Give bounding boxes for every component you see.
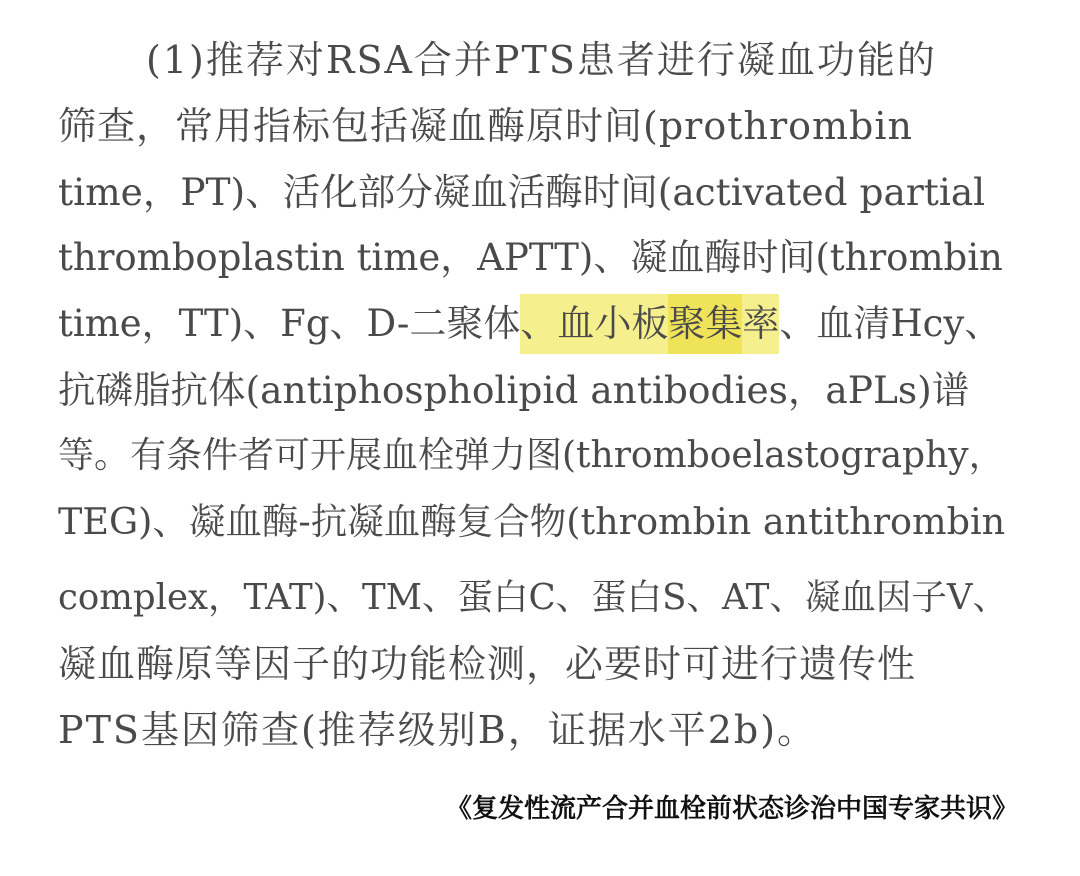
paragraph-line-3 [58, 162, 1010, 222]
line-text: (1)推荐对RSA合并PTS患者进行凝血功能的 [146, 38, 937, 82]
highlighted-text: 率 [742, 294, 779, 354]
line-text: 筛查，常用指标包括凝血酶原时间(prothrombin [58, 104, 913, 148]
paragraph-line-8 [58, 492, 1010, 552]
line-text: PTS基因筛查(推荐级别B，证据水平2b)。 [58, 708, 818, 752]
line-text: 、血清Hcy、 [779, 302, 1002, 345]
line-text: TEG)、凝血酶-抗凝血酶复合物(thrombin antithrombin [58, 500, 1006, 543]
paragraph-line-5 [58, 294, 1010, 354]
line-text: 抗磷脂抗体(antiphospholipid antibodies，aPLs)谱 [58, 368, 970, 412]
paragraph-line-2 [58, 96, 1010, 156]
line-text: time，TT)、Fg、D-二聚体 [58, 302, 521, 345]
paragraph-line-11 [58, 700, 1010, 760]
source-citation: 《复发性流产合并血栓前状态诊治中国专家共识》 [445, 794, 1018, 824]
line-text: 等。有条件者可开展血栓弹力图(thromboelastography， [58, 435, 1005, 476]
line-text: 凝血酶原等因子的功能检测，必要时可进行遗传性 [58, 642, 917, 686]
line-text: complex，TAT)、TM、蛋白C、蛋白S、AT、凝血因子V、 [58, 577, 1009, 618]
paragraph-line-10 [58, 634, 1010, 694]
paragraph-line-9 [58, 568, 1010, 628]
paragraph-line-6 [58, 360, 1010, 420]
highlighted-text: 、血小板 [520, 294, 668, 354]
paragraph-line-4 [58, 228, 1010, 288]
highlighted-text-strong: 聚集 [668, 294, 742, 354]
line-text: thromboplastin time，APTT)、凝血酶时间(thrombin [58, 236, 1003, 279]
paragraph-line-1 [58, 30, 1010, 90]
paragraph-line-7 [58, 426, 1010, 486]
line-text: time，PT)、活化部分凝血活酶时间(activated partial [58, 170, 986, 214]
